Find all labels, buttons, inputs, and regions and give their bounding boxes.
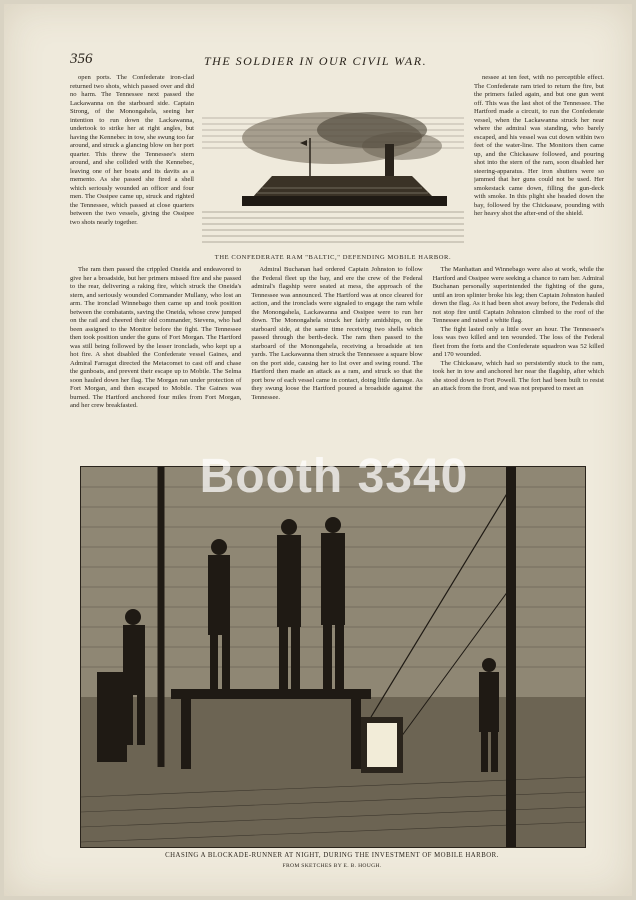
paragraph: Admiral Buchanan had ordered Captain Johnston to follow the Federal fleet up the bay, and ere the crew of the Federal admiral's flagship were seated at mess, the approach of the Tennessee was announced. The Hartford was at once cleared for action, and the ironclads were signaled to engage the ram while the Monongahela, Lackawanna and Ossipee were to run her down. The Monongahela struck her fairly amidships, on the starboard side, at the same time receiving two shells which passed through the berth-deck. The ram then passed to the starboard of the Monongahela, receiving a broadside at ten yards. The Lackawanna then struck the Tennessee a square blow on the port side, causing her to list over and swing round. The Hartford then made an attack as a ram, and struck so that the port bow of each vessel came in contact, doing little damage. As they swung loose the Hartford poured a broadside against the Tennessee. bbox=[251, 266, 423, 401]
paragraph: The Manhattan and Winnebago were also at work, while the Hartford and Ossipee were seeking a chance to ram her. Admiral Buchanan personally superintended the fighting of the guns, until an iron splinter broke his leg; then Captain Johnston hauled down the flag. As it had been shot away before, the Federals did not stop fire until Captain Johnston climbed to the roof of the Tennessee and raised a white flag. bbox=[432, 266, 604, 324]
document-page bbox=[4, 4, 632, 896]
body-columns bbox=[70, 266, 604, 444]
blockade-runner-engraving bbox=[80, 466, 586, 848]
watermark: Booth 3340 bbox=[199, 450, 469, 503]
paragraph: The Chickasaw, which had so persistently stuck to the ram, took her in tow and anchored her near the flagship, after which she stood down to Fort Powell. The fort had been built to resist an attack from the front, and was not prepared to meet an bbox=[432, 359, 604, 392]
top-right-column bbox=[474, 74, 604, 264]
bottom-illustration-caption: CHASING A BLOCKADE-RUNNER AT NIGHT, DURING THE INVESTMENT OF MOBILE HARBOR. bbox=[165, 852, 499, 859]
paragraph: nessee at ten feet, with no perceptible effect. The Confederate ram tried to return the fire, but the primers failed again, and but one gun went off. This was the last shot of the Tennessee. The Hartford made a circuit, to run the Confederate vessel, when the Lackawanna struck her near where the admiral was standing, who barely escaped, and his vessel was cut down within two feet of the water-line. The Monitors then came up, and the Chickasaw followed, and pouring shot into the stern of the ram, soon disabled her steering-apparatus. Her iron shutters were so jammed that her guns could not be used. Her smokestack came down, filling the gun-deck with smoke. In this plight she headed down the bay, followed by the Chickasaw, pounding with her heavy shot the after-end of the shield. bbox=[474, 74, 604, 217]
paragraph: The fight lasted only a little over an hour. The Tennessee's loss was two killed and ten wounded. The loss of the Federal fleet from the forts and the Confederate squadron was 52 killed and 170 wounded. bbox=[432, 325, 604, 358]
top-illustration-caption: THE CONFEDERATE RAM "BALTIC," DEFENDING MOBILE HARBOR. bbox=[214, 254, 452, 261]
top-left-column bbox=[70, 74, 194, 264]
page-number: 356 bbox=[70, 51, 93, 67]
paragraph: open ports. The Confederate iron-clad returned two shots, which passed over and did no harm. The Tennessee next passed the Lackawanna on the starboard side. Captain Strong, of the Monongahela, seeing her intention to run down the Lackawanna, undertook to strike her at right angles, but having the Kennebec in tow, she swung too far around, and struck a glancing blow on her port quarter. This threw the Tennessee's stern around, and she collided with the Kennebec, leaving one of her boats and its davits as a memento. As she passed she fired a shell which seriously wounded an officer and four men. The Ossipee came up, struck and righted the Tennessee, which passed at close quarters between the two vessels, giving the Ossipee two shots nearly together. bbox=[70, 74, 194, 226]
bottom-illustration-credit: FROM SKETCHES BY E. B. HOUGH. bbox=[282, 863, 382, 869]
paragraph: The ram then passed the crippled Oneida and endeavored to give her a broadside, but her primers missed fire and she passed to the rear, delivering a raking fire, which struck the Oneida's stern, and seriously wounded Commander Mullany, who lost an arm. The ironclad Winnebago then came up and took position between the combatants, saving the Oneida, whose crew jumped on the rail and cheered their old commander, Stevens, who had been assigned to the Monitor before the fight. The Tennessee then took position under the guns of Fort Morgan. The Hartford was still being followed by the lesser ironclads, who kept up a hot fire. A shot disabled the Confederate vessel Gaines, and Admiral Farragut directed the Metacomet to cast off and chase the gunboats, and prevent their escape up to Mobile. The Selma soon hauled down her flag. The Morgan ran under protection of Fort Morgan, and then escaped to Mobile. The Gaines was burned. The Hartford anchored four miles from Fort Morgan, and her crew breakfasted. bbox=[70, 266, 242, 409]
running-title: THE SOLDIER IN OUR CIVIL WAR. bbox=[204, 54, 428, 68]
ram-baltic-engraving bbox=[202, 108, 464, 248]
